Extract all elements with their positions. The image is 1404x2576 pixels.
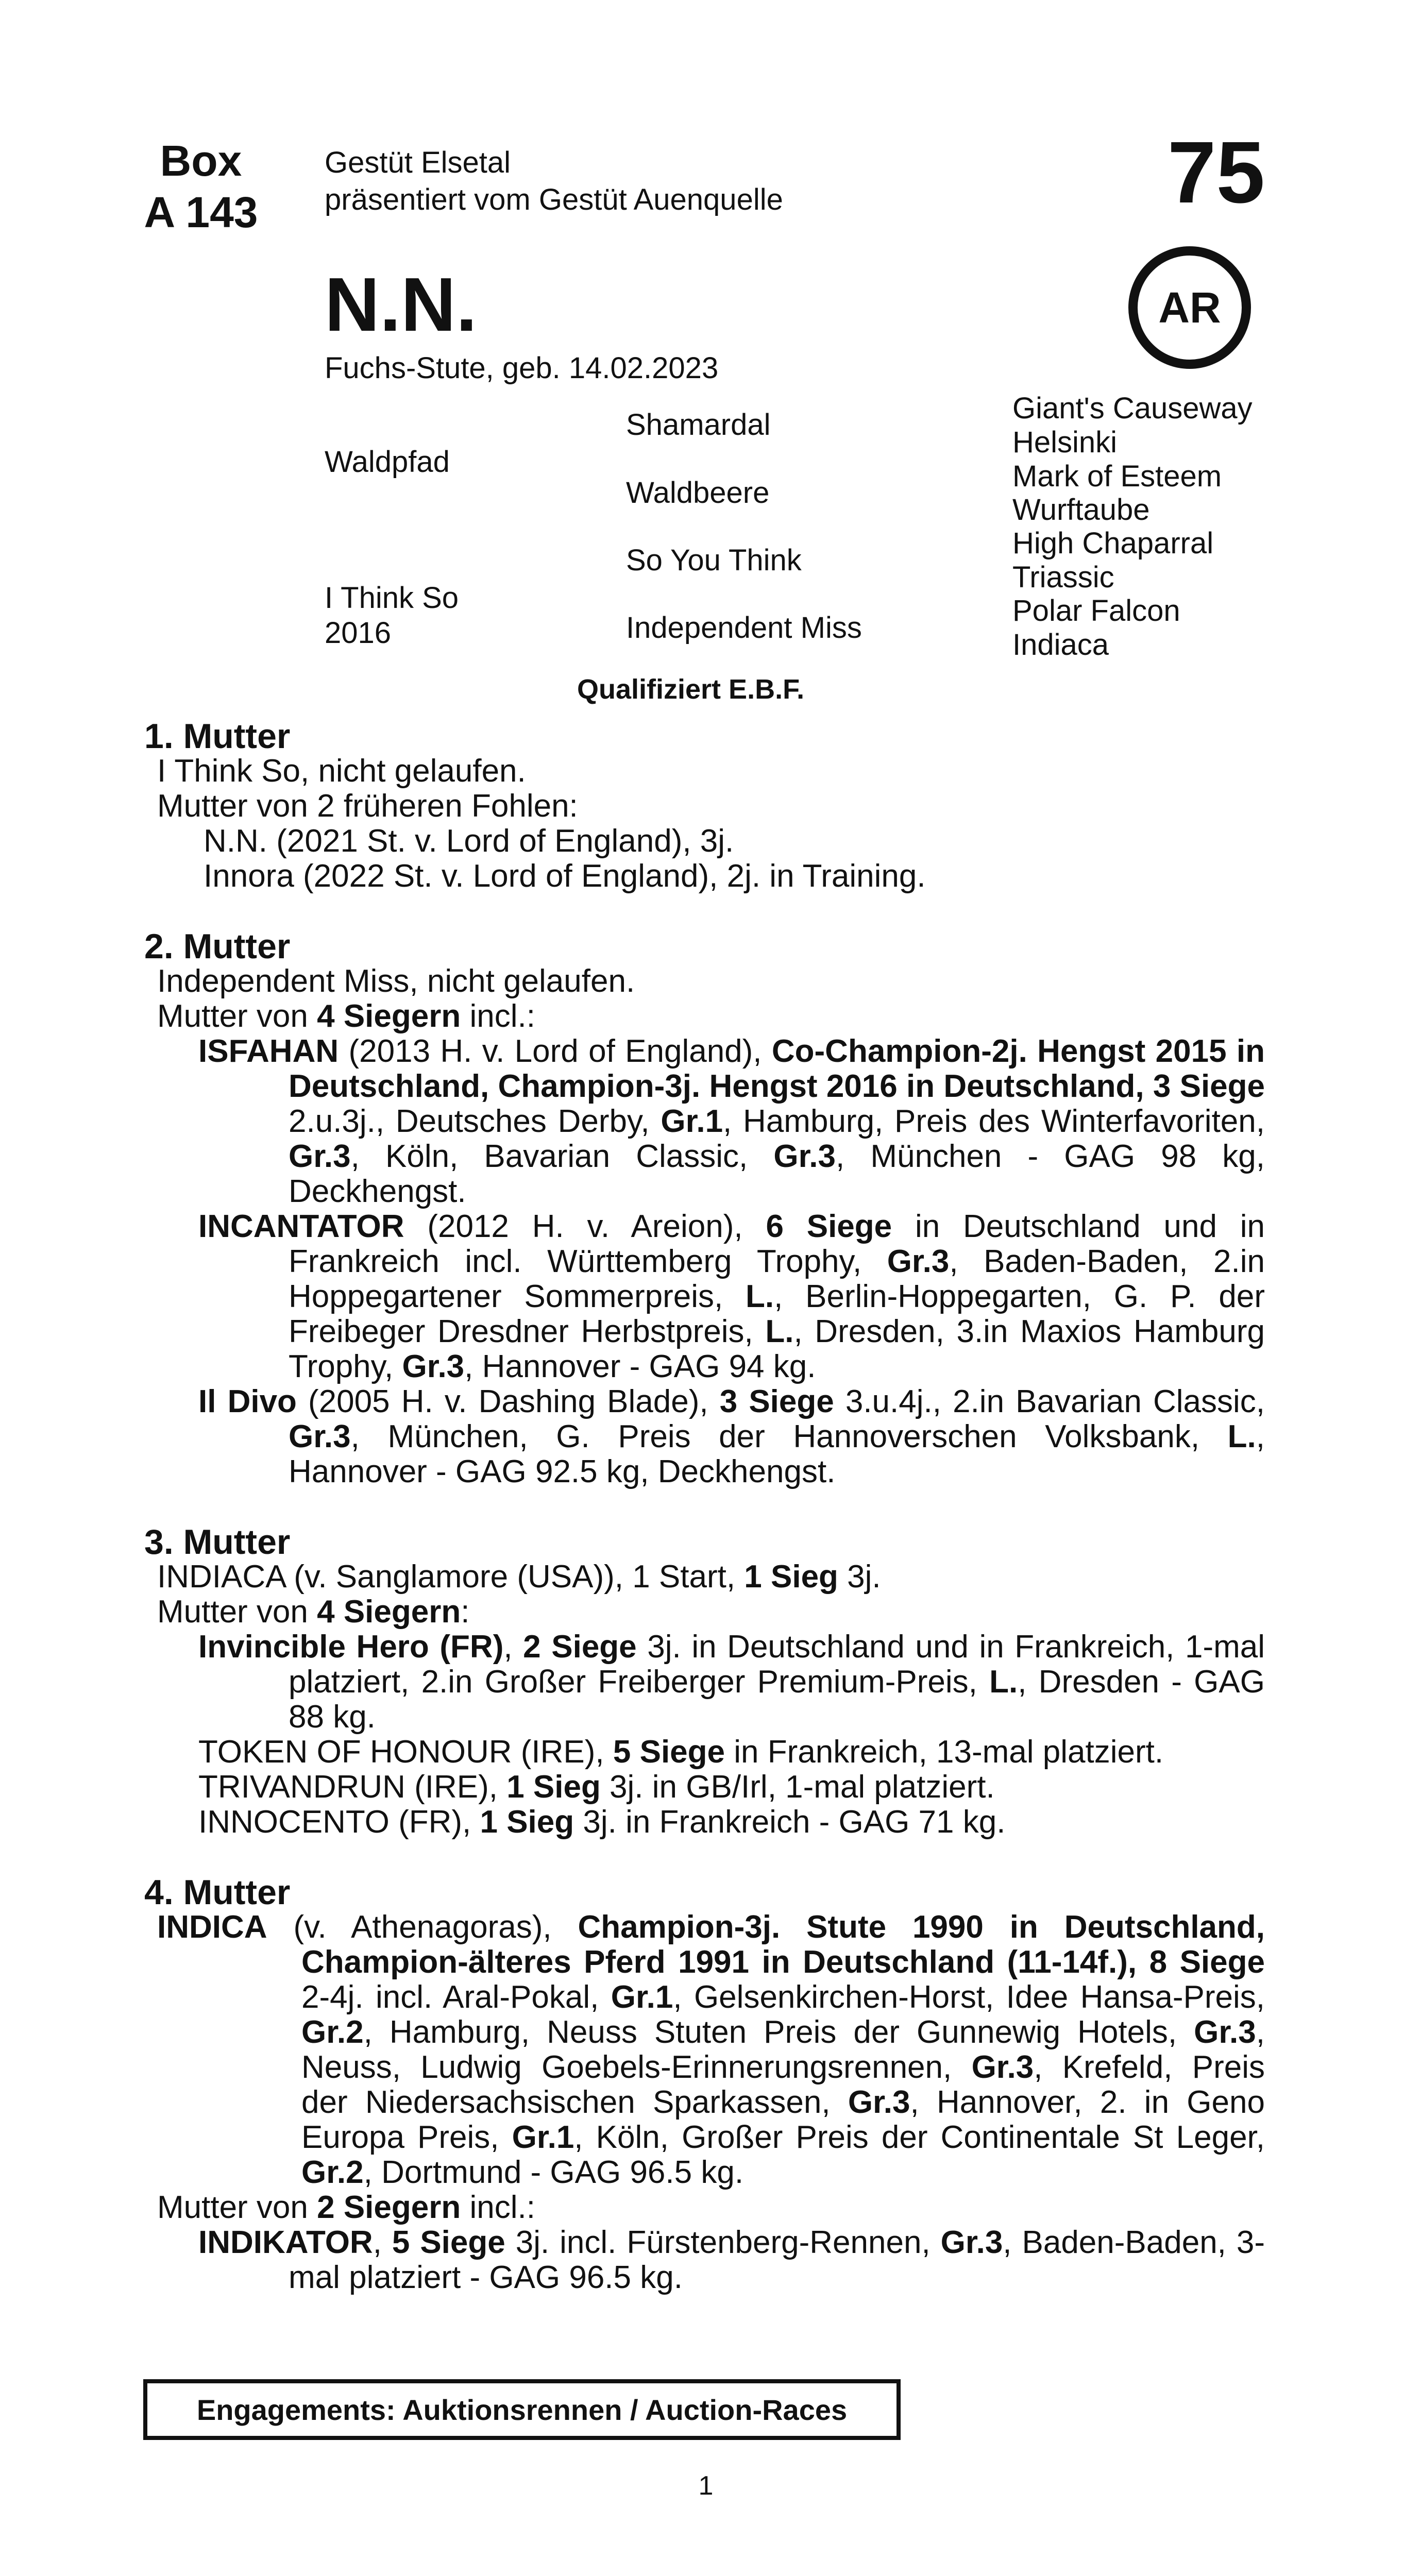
- section-heading-3: 3. Mutter: [144, 1522, 291, 1562]
- section-heading-1: 1. Mutter: [144, 717, 291, 756]
- box-number: [131, 135, 270, 238]
- dam4-produce-line: Mutter von 2 Siegern incl.:: [157, 2190, 535, 2225]
- pedigree-gen3-1: Giant's Causeway: [1012, 392, 1253, 425]
- consignor-stud: Gestüt Elsetal: [325, 146, 511, 179]
- consignor: [325, 144, 783, 218]
- pedigree-gen3-2: Helsinki: [1012, 426, 1118, 459]
- dam1-produce-item: Innora (2022 St. v. Lord of England), 2j. in Training.: [204, 858, 926, 894]
- dam4-entry-indica: INDICA (v. Athenagoras), Champion-3j. Stute 1990 in Deutschland, Champion-älteres Pferd 1991 in Deutschland (11-14f.), 8 Siege 2-4j. incl. Aral-Pokal, Gr.1, Gelsenkirchen-Horst, Idee Hansa-Preis, Gr.2, Hamburg, Neuss Stuten Preis der Gunnewig Hotels, Gr.3, Neuss, Ludwig Goebels-Erinnerungsrennen, Gr.3, Krefeld, Preis der Niedersachsischen Sparkassen, Gr.3, Hannover, 2. in Geno Europa Preis, Gr.1, Köln, Großer Preis der Continentale St Leger, Gr.2, Dortmund - GAG 96.5 kg.: [157, 1909, 1265, 2190]
- produce-entry-indikator: INDIKATOR, 5 Siege 3j. incl. Fürstenberg-Rennen, Gr.3, Baden-Baden, 3-mal platziert - GAG 96.5 kg.: [198, 2225, 1265, 2295]
- lot-number: 75: [1167, 124, 1265, 222]
- horse-name: N.N.: [325, 262, 477, 347]
- produce-entry-isfahan: ISFAHAN (2013 H. v. Lord of England), Co-Champion-2j. Hengst 2015 in Deutschland, Champion-3j. Hengst 2016 in Deutschland, 3 Siege 2.u.3j., Deutsches Derby, Gr.1, Hamburg, Preis des Winterfavoriten, Gr.3, Köln, Bavarian Classic, Gr.3, München - GAG 98 kg, Deckhengst.: [198, 1033, 1265, 1209]
- pedigree-sire: Waldpfad: [325, 445, 450, 479]
- family-record: [144, 719, 1265, 2295]
- ar-badge: [1128, 246, 1251, 369]
- produce-entry-innocento: INNOCENTO (FR), 1 Sieg 3j. in Frankreich - GAG 71 kg.: [198, 1804, 1006, 1840]
- qualification-note: Qualifiziert E.B.F.: [577, 674, 805, 705]
- ar-badge-label: AR: [1158, 283, 1221, 332]
- dam2-produce-line: Mutter von 4 Siegern incl.:: [157, 998, 535, 1034]
- engagements-label: Engagements: Auktionsrennen / Auction-Races: [196, 2393, 848, 2426]
- box-code: A 143: [144, 188, 258, 236]
- pedigree-gen3-3: Mark of Esteem: [1012, 460, 1222, 493]
- dam1-line: I Think So, nicht gelaufen.: [157, 753, 526, 789]
- pedigree-gen3-6: Triassic: [1012, 561, 1114, 594]
- section-heading-4: 4. Mutter: [144, 1873, 291, 1912]
- produce-entry-token-of-honour: TOKEN OF HONOUR (IRE), 5 Siege in Frankreich, 13-mal platziert.: [198, 1734, 1164, 1770]
- produce-entry-incantator: INCANTATOR (2012 H. v. Areion), 6 Siege in Deutschland und in Frankreich incl. Württemberg Trophy, Gr.3, Baden-Baden, 2.in Hoppegartener Sommerpreis, L., Berlin-Hoppegarten, G. P. der Freibeger Dresdner Herbstpreis, L., Dresden, 3.in Maxios Hamburg Trophy, Gr.3, Hannover - GAG 94 kg.: [198, 1209, 1265, 1384]
- dam3-produce-line: Mutter von 4 Siegern:: [157, 1594, 470, 1630]
- produce-entry-invincible-hero: Invincible Hero (FR), 2 Siege 3j. in Deutschland und in Frankreich, 1-mal platziert, 2.in Großer Freiberger Premium-Preis, L., Dresden - GAG 88 kg.: [198, 1629, 1265, 1735]
- pedigree-dam-dam: Independent Miss: [626, 611, 862, 645]
- dam1-produce-item: N.N. (2021 St. v. Lord of England), 3j.: [204, 823, 734, 859]
- page-number: 1: [698, 2471, 714, 2501]
- dam2-line: Independent Miss, nicht gelaufen.: [157, 963, 635, 999]
- produce-entry-trivandrun: TRIVANDRUN (IRE), 1 Sieg 3j. in GB/Irl, 1-mal platziert.: [198, 1769, 995, 1805]
- pedigree-sire-dam: Waldbeere: [626, 476, 770, 510]
- engagements-box: [143, 2379, 901, 2440]
- pedigree-dam-year: 2016: [325, 616, 392, 650]
- box-label: Box: [160, 137, 242, 185]
- pedigree-gen3-5: High Chaparral: [1012, 527, 1214, 560]
- pedigree-gen3-7: Polar Falcon: [1012, 594, 1180, 628]
- dam1-produce-line: Mutter von 2 früheren Fohlen:: [157, 788, 578, 824]
- consignor-presenter: präsentiert vom Gestüt Auenquelle: [325, 183, 783, 216]
- horse-description: Fuchs-Stute, geb. 14.02.2023: [325, 351, 719, 385]
- pedigree-sire-sire: Shamardal: [626, 408, 771, 442]
- section-heading-2: 2. Mutter: [144, 927, 291, 966]
- pedigree-dam: I Think So: [325, 581, 459, 615]
- pedigree-dam-sire: So You Think: [626, 544, 802, 577]
- pedigree-gen3-4: Wurftaube: [1012, 493, 1150, 527]
- pedigree-gen3-8: Indiaca: [1012, 628, 1109, 662]
- produce-entry-il-divo: Il Divo (2005 H. v. Dashing Blade), 3 Siege 3.u.4j., 2.in Bavarian Classic, Gr.3, München, G. Preis der Hannoverschen Volksbank, L., Hannover - GAG 92.5 kg, Deckhengst.: [198, 1384, 1265, 1489]
- dam3-line: INDIACA (v. Sanglamore (USA)), 1 Start, 1 Sieg 3j.: [157, 1559, 881, 1595]
